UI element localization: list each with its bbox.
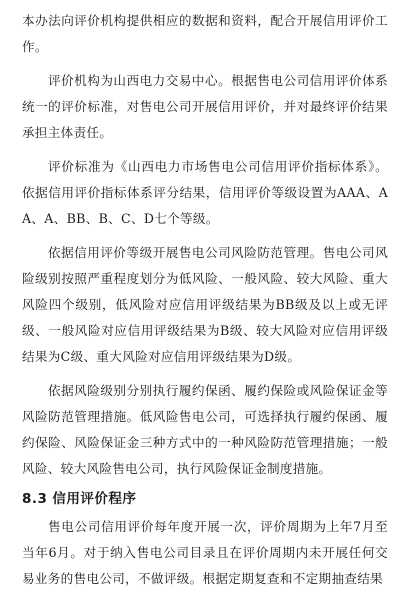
section-number: 8.3	[22, 491, 48, 507]
paragraph-risk-management: 依据信用评价等级开展售电公司风险防范管理。售电公司风险级别按照严重程度划分为低风险、一般风险、较大风险、重大风险四个级别，低风险对应信用评级结果为BB级及以上或无评级、一般风险对应信用评级结果为B级、较大风险对应信用评级结果为C级、重大风险对应信用评级结果为D级。	[22, 245, 388, 364]
paragraph-gap	[22, 60, 388, 68]
paragraph-data-provision: 本办法向评价机构提供相应的数据和资料，配合开展信用评价工作。	[22, 13, 388, 54]
paragraph-gap	[22, 232, 388, 240]
paragraph-evaluation-standard: 评价标准为《山西电力市场售电公司信用评价指标体系》。依据信用评价指标体系评分结果，信用评价等级设置为AAA、AA、A、BB、B、C、D七个等级。	[22, 159, 388, 226]
paragraph-risk-measures: 依据风险级别分别执行履约保函、履约保险或风险保证金等风险防范管理措施。低风险售电公司，可选择执行履约保函、履约保险、风险保证金三种方式中的一种风险防范管理措施；一般风险、较大风险售电公司，执行风险保证金制度措施。	[22, 383, 388, 476]
paragraph-evaluation-cycle: 售电公司信用评价每年度开展一次，评价周期为上年7月至当年6月。对于纳入售电公司目录且在评价周期内未开展任何交易业务的售电公司，不做评级。根据定期复查和不定期抽查结果	[22, 519, 388, 586]
paragraph-gap	[22, 370, 388, 378]
paragraph-gap	[22, 146, 388, 154]
paragraph-evaluation-agency: 评价机构为山西电力交易中心。根据售电公司信用评价体系统一的评价标准，对售电公司开展信用评价，并对最终评价结果承担主体责任。	[22, 73, 388, 140]
section-heading	[22, 486, 388, 512]
section-title: 信用评价程序	[52, 491, 137, 507]
